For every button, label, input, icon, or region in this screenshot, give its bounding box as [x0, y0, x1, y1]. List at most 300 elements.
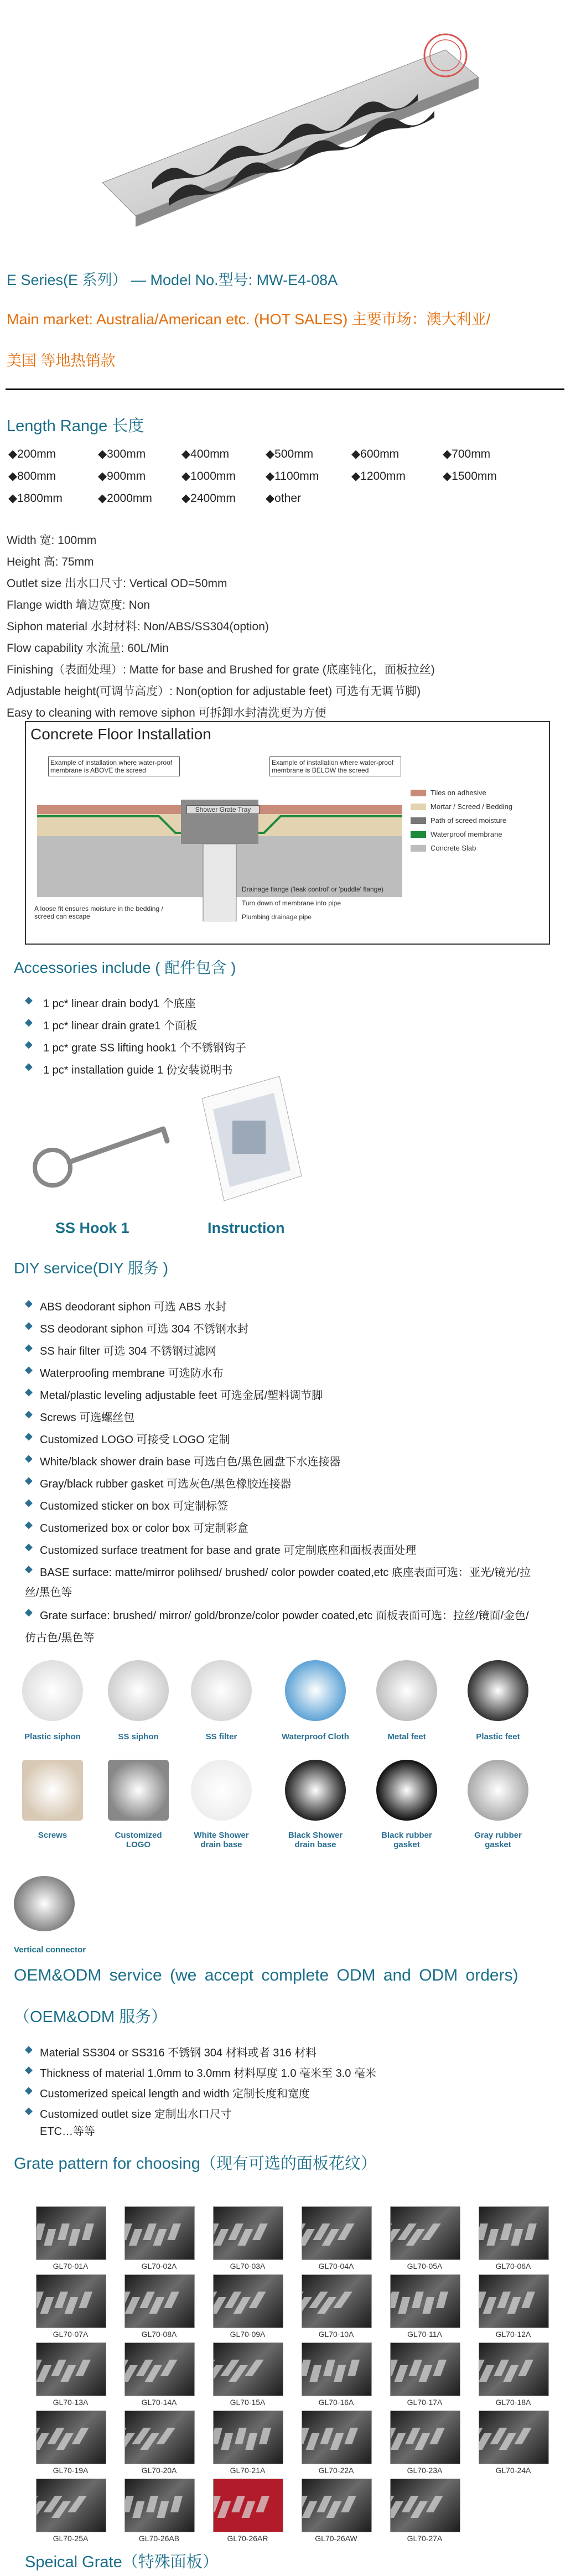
length-option: ◆800mm: [8, 470, 56, 483]
grate-pattern-image[interactable]: [302, 2411, 372, 2464]
grate-pattern-label: GL70-26AB: [138, 2534, 180, 2543]
part-image: [191, 1660, 252, 1721]
grate-slot: [497, 2292, 511, 2308]
market-line-1: Main market: Australia/American etc. (HOT SALES) 主要市场：澳大利亚/: [7, 311, 491, 328]
grate-pattern-svg: [479, 2275, 548, 2328]
grate-slot: [347, 2360, 360, 2376]
bullet-icon: ◆: [25, 1017, 33, 1028]
legend-swatch: [411, 804, 426, 810]
oem-item: Thickness of material 1.0mm to 3.0mm 材料厚度 1.0 毫米至 3.0 毫米: [40, 2067, 376, 2080]
part-image: [376, 1660, 437, 1721]
grate-slot: [337, 2223, 354, 2240]
market-line-2: 美国 等地热销款: [7, 353, 116, 369]
bullet-icon: ◆: [25, 1453, 33, 1464]
grate-title: Grate pattern for choosing（现有可选的面板花纹）: [14, 2155, 377, 2173]
grate-slot: [235, 2428, 247, 2444]
grate-slot: [75, 2360, 91, 2376]
product-image: [91, 17, 490, 249]
bullet-icon: ◆: [25, 1298, 33, 1309]
grate-slot: [419, 2365, 433, 2382]
vertical-connector-label: Vertical connector: [14, 1945, 86, 1955]
grate-pattern-image[interactable]: [390, 2206, 460, 2260]
grate-pattern-image[interactable]: [302, 2479, 372, 2532]
instruction-label: Instruction: [208, 1220, 285, 1236]
grate-slot: [405, 2428, 421, 2444]
grate-slot: [160, 2360, 177, 2376]
part-image: [108, 1760, 169, 1821]
part-label: Screws: [38, 1831, 68, 1840]
spec-line: Adjustable height(可调节高度）: Non(option for adjustable feet) 可选有无调节脚): [7, 685, 421, 698]
accessory-item: 1 pc* linear drain body1 个底座: [43, 998, 196, 1010]
grate-pattern-image[interactable]: [124, 2479, 195, 2532]
grate-slot: [494, 2360, 509, 2376]
grate-slot: [228, 2223, 243, 2240]
grate-slot: [302, 2360, 311, 2376]
grate-slot: [511, 2229, 523, 2246]
grate-slot: [514, 2428, 531, 2444]
bullet-icon: ◆: [25, 1320, 33, 1331]
grate-slot: [507, 2297, 521, 2314]
diy-item: Waterproofing membrane 可选防水布: [40, 1367, 224, 1380]
grate-slot: [259, 2428, 271, 2444]
grate-slot: [503, 2365, 518, 2382]
grate-slot: [129, 2229, 143, 2246]
diy-item: Metal/plastic leveling adjustable feet 可选金属/塑料调节脚: [40, 1390, 323, 1402]
diy-item: Screws 可选螺丝包: [40, 1412, 135, 1424]
grate-slot: [156, 2428, 175, 2444]
bullet-icon: ◆: [25, 1386, 33, 1397]
grate-slot: [153, 2229, 167, 2246]
grate-slot: [302, 2501, 317, 2518]
install-tray: Shower Grate Tray: [186, 805, 260, 814]
grate-slot: [60, 2365, 76, 2382]
grate-slot: [486, 2229, 499, 2246]
grate-slot: [391, 2501, 403, 2518]
install-note-left: Example of installation where water-proof membrane is ABOVE the screed: [48, 756, 180, 776]
grate-slot: [341, 2496, 356, 2512]
bullet-icon: ◆: [25, 1475, 33, 1486]
grate-slot: [167, 2223, 181, 2240]
part-image: [22, 1660, 83, 1721]
vertical-connector-image: [14, 1876, 75, 1931]
grate-slot: [408, 2360, 422, 2376]
bullet-icon: ◆: [25, 1408, 33, 1419]
grate-slot: [317, 2496, 332, 2512]
part-image: [285, 1760, 346, 1821]
grate-slot: [248, 2292, 266, 2308]
length-option: ◆700mm: [443, 448, 491, 460]
grate-pattern-svg: [302, 2411, 371, 2464]
grate-pattern-label: GL70-26AR: [227, 2534, 268, 2543]
accessory-item: 1 pc* linear drain grate1 个面板: [43, 1020, 197, 1032]
grate-slot: [79, 2292, 92, 2308]
accessory-item: 1 pc* installation guide 1 份安装说明书: [43, 1064, 233, 1076]
grate-slot: [71, 2428, 89, 2444]
grate-slot: [433, 2360, 447, 2376]
grate-slot: [149, 2297, 164, 2314]
install-callout: Drainage flange ('leak control' or 'puddle' flange): [242, 885, 383, 893]
grate-pattern-label: GL70-10A: [318, 2330, 354, 2339]
bullet-icon: ◆: [25, 1061, 33, 1072]
spec-line: Flow capability 水流量: 60L/Min: [7, 642, 169, 655]
legend-item: [411, 830, 543, 838]
grate-pattern-svg: [37, 2411, 106, 2464]
grate-pattern-image[interactable]: [124, 2206, 195, 2260]
grate-pattern-image[interactable]: [302, 2206, 372, 2260]
grate-pattern-image[interactable]: [213, 2342, 283, 2396]
grate-pattern-image[interactable]: [479, 2411, 549, 2464]
grate-slot: [479, 2292, 486, 2308]
length-option: ◆1500mm: [443, 470, 497, 483]
grate-pattern-image[interactable]: [36, 2342, 106, 2396]
grate-pattern-image[interactable]: [36, 2479, 106, 2532]
grate-slot: [37, 2433, 49, 2450]
grate-pattern-image[interactable]: [213, 2206, 283, 2260]
hook-image: [22, 1107, 177, 1206]
legend-swatch: [411, 831, 426, 838]
base-surface-line-2: 丝/黑色等: [25, 1587, 72, 1599]
grate-slot: [132, 2501, 144, 2518]
grate-slot: [414, 2433, 430, 2450]
grate-pattern-svg: [37, 2479, 106, 2532]
bullet-icon: ◆: [25, 1519, 33, 1530]
oem-item: Customized outlet size 定制出水口尺寸: [40, 2108, 232, 2121]
grate-pattern-image[interactable]: [124, 2274, 195, 2328]
grate-pattern-image[interactable]: [390, 2479, 460, 2532]
grate-pattern-svg: [302, 2275, 371, 2328]
grate-slot: [231, 2496, 245, 2512]
grate-pattern-image[interactable]: [36, 2411, 106, 2464]
length-option: ◆500mm: [266, 448, 314, 460]
grate-pattern-image[interactable]: [479, 2274, 549, 2328]
diy-title: DIY service(DIY 服务 ): [14, 1260, 169, 1277]
grate-slot: [320, 2428, 334, 2444]
grate-slot: [426, 2496, 443, 2512]
grate-pattern-label: GL70-13A: [53, 2398, 89, 2407]
bullet-icon: ◆: [25, 2044, 33, 2055]
grate-pattern-label: GL70-17A: [407, 2398, 443, 2407]
part-image: [22, 1760, 83, 1821]
grate-slot: [479, 2365, 494, 2382]
oem-etc: ETC…等等: [40, 2126, 95, 2138]
grate-slot: [302, 2229, 315, 2246]
grate-slot: [40, 2297, 54, 2314]
grate-slot: [157, 2501, 169, 2518]
install-note-right: Example of installation where water-proof membrane is BELOW the screed: [269, 756, 401, 776]
grate-pattern-svg: [302, 2207, 371, 2259]
grate-slot: [237, 2229, 253, 2246]
diy-item: Customerized box or color box 可定制彩盒: [40, 1522, 248, 1535]
length-option: ◆300mm: [98, 448, 146, 460]
grate-pattern-label: GL70-22A: [318, 2466, 354, 2475]
bullet-icon: ◆: [25, 2105, 33, 2116]
grate-slot: [214, 2229, 229, 2246]
bullet-icon: ◆: [25, 1563, 33, 1574]
grate-slot: [398, 2297, 410, 2314]
length-option: ◆400mm: [181, 448, 230, 460]
grate-slot: [44, 2229, 56, 2246]
diy-item: SS hair filter 可选 304 不锈钢过滤网: [40, 1345, 216, 1357]
bullet-icon: ◆: [25, 1039, 33, 1050]
grate-pattern-label: GL70-26AW: [315, 2534, 357, 2543]
grate-slot: [309, 2365, 321, 2382]
grate-pattern-image[interactable]: [213, 2274, 283, 2328]
grate-slot: [333, 2292, 352, 2308]
part-image: [468, 1660, 528, 1721]
grate-slot: [37, 2292, 44, 2308]
grate-pattern-label: GL70-06A: [495, 2262, 531, 2271]
length-option: ◆2400mm: [181, 492, 236, 505]
grate-slot: [214, 2365, 224, 2382]
grate-pattern-image[interactable]: [302, 2342, 372, 2396]
legend-label: Tiles on adhesive: [430, 789, 486, 797]
grate-pattern-svg: [391, 2275, 460, 2328]
grate-pattern-svg: [479, 2207, 548, 2259]
grate-slot: [436, 2292, 448, 2308]
grate-pattern-image[interactable]: [479, 2206, 549, 2260]
legend-label: Path of screed moisture: [430, 816, 507, 825]
diy-item: Customized surface treatment for base and grate 可定制底座和面板表面处理: [40, 1544, 417, 1557]
grate-pattern-svg: [214, 2411, 283, 2464]
install-callout: Turn down of membrane into pipe: [242, 899, 341, 907]
grate-pattern-label: GL70-14A: [141, 2398, 177, 2407]
grate-pattern-svg: [302, 2343, 371, 2396]
length-option: ◆1800mm: [8, 492, 63, 505]
grate-pattern-label: GL70-02A: [141, 2262, 177, 2271]
accessory-item: 1 pc* grate SS lifting hook1 个不锈钢钩子: [43, 1042, 246, 1054]
grate-slot: [412, 2292, 424, 2308]
part-label: Black rubber gasket: [381, 1831, 432, 1849]
grate-pattern-svg: [214, 2343, 283, 2396]
grate-slot: [242, 2501, 256, 2518]
bullet-icon: ◆: [25, 1342, 33, 1353]
grate-slot: [217, 2501, 231, 2518]
grate-slot: [391, 2433, 406, 2450]
series-model-line: E Series(E 系列） — Model No.型号: MW-E4-08A: [7, 272, 338, 288]
diy-item: SS deodorant siphon 可选 304 不锈钢水封: [40, 1323, 248, 1335]
grate-slot: [429, 2428, 445, 2444]
grate-pattern-label: GL70-25A: [53, 2534, 89, 2543]
bullet-icon: ◆: [25, 994, 33, 1005]
accessories-title: Accessories include ( 配件包含 ): [14, 959, 236, 976]
part-image: [285, 1660, 346, 1721]
grate-slot: [245, 2433, 257, 2450]
spec-line: Width 宽: 100mm: [7, 534, 97, 547]
grate-slot: [65, 2297, 79, 2314]
part-label: Plastic feet: [476, 1732, 520, 1741]
grate-pattern-label: GL70-01A: [53, 2262, 89, 2271]
grate-pattern-image[interactable]: [36, 2274, 106, 2328]
grate-pattern-svg: [125, 2207, 194, 2259]
grate-slot: [37, 2501, 46, 2518]
grate-pattern-label: GL70-23A: [407, 2466, 443, 2475]
grate-pattern-label: GL70-07A: [53, 2330, 89, 2339]
grate-pattern-label: GL70-03A: [230, 2262, 266, 2271]
legend-swatch: [411, 790, 426, 796]
grate-slot: [125, 2223, 132, 2240]
grate-pattern-image[interactable]: [36, 2206, 106, 2260]
length-option: ◆1100mm: [266, 470, 319, 483]
grate-pattern-label: GL70-19A: [53, 2466, 89, 2475]
legend-swatch: [411, 817, 426, 824]
grate-slot: [164, 2292, 179, 2308]
grate-pattern-image[interactable]: [390, 2411, 460, 2464]
grate-pattern-image[interactable]: [390, 2274, 460, 2328]
grate-slot: [391, 2292, 400, 2308]
length-option: ◆200mm: [8, 448, 56, 460]
legend-item: [411, 844, 543, 852]
grate-pattern-image[interactable]: [479, 2342, 549, 2396]
diy-item: Customized LOGO 可接受 LOGO 定制: [40, 1434, 230, 1446]
bullet-icon: ◆: [25, 1430, 33, 1442]
grate-slot: [146, 2496, 158, 2512]
grate-slot: [139, 2292, 155, 2308]
install-callout: A loose fit ensures moisture in the bedding / screed can escape: [34, 905, 163, 920]
grate-pattern-image[interactable]: [124, 2342, 195, 2396]
grate-slot: [170, 2496, 183, 2512]
grate-pattern-svg: [37, 2343, 106, 2396]
part-label: Plastic siphon: [24, 1732, 81, 1741]
bullet-icon: ◆: [25, 2085, 33, 2096]
grate-slot: [521, 2292, 535, 2308]
length-option: ◆other: [266, 492, 302, 505]
grate-pattern-label: GL70-05A: [407, 2262, 443, 2271]
grate-slot: [82, 2223, 94, 2240]
oem-line-2: （OEM&ODM 服务）: [14, 2008, 168, 2026]
oem-line-1: OEM&ODM service (we accept complete ODM and ODM orders): [14, 1966, 518, 1984]
grate-slot: [214, 2297, 226, 2314]
instruction-image: [191, 1076, 307, 1204]
grate-slot: [37, 2223, 45, 2240]
grate-pattern-svg: [125, 2411, 194, 2464]
oem-item: Customerized speical length and width 定制长度和宽度: [40, 2088, 310, 2100]
part-label: Customized LOGO: [115, 1831, 162, 1849]
grate-slot: [302, 2297, 312, 2314]
grate-pattern-svg: [37, 2207, 106, 2259]
grate-slot: [391, 2229, 401, 2246]
grate-slot: [125, 2496, 134, 2512]
grate-slot: [125, 2365, 138, 2382]
grate-pattern-image[interactable]: [302, 2274, 372, 2328]
grate-slot: [221, 2433, 233, 2450]
grate-pattern-svg: [214, 2275, 283, 2328]
grate-slot: [245, 2360, 264, 2376]
install-callout: Plumbing drainage pipe: [242, 913, 312, 921]
grate-slot: [68, 2229, 80, 2246]
part-label: White Shower drain base: [194, 1831, 249, 1849]
grate-slot: [125, 2433, 135, 2450]
part-image: [376, 1760, 437, 1821]
part-image: [468, 1760, 528, 1821]
grate-slot: [483, 2297, 497, 2314]
grate-slot: [302, 2428, 309, 2444]
bullet-icon: ◆: [25, 1497, 33, 1508]
grate-pattern-label: GL70-27A: [407, 2534, 443, 2543]
grate-pattern-svg: [125, 2343, 194, 2396]
grate-pattern-svg: [391, 2343, 460, 2396]
grate-slot: [479, 2223, 488, 2240]
grate-slot: [256, 2496, 269, 2512]
spec-line: Height 高: 75mm: [7, 556, 94, 568]
part-label: Waterproof Cloth: [282, 1732, 349, 1741]
grate-pattern-label: GL70-11A: [407, 2330, 442, 2339]
spec-line: Outlet size 出水口尺寸: Vertical OD=50mm: [7, 577, 227, 590]
grate-pattern-label: GL70-20A: [141, 2466, 177, 2475]
grate-slot: [525, 2223, 537, 2240]
spec-line: Flange width 墙边宽度: Non: [7, 599, 151, 611]
part-image: [108, 1660, 169, 1721]
grate-slot: [51, 2360, 66, 2376]
base-surface-line-1: BASE surface: matte/mirror polihsed/ brushed/ color powder coated,etc 底座表面可选：亚光/镜光/拉: [40, 1567, 531, 1579]
grate-pattern-label: GL70-21A: [230, 2466, 266, 2475]
legend-label: Waterproof membrane: [430, 830, 502, 838]
grate-slot: [37, 2365, 51, 2382]
grate-pattern-image[interactable]: [124, 2411, 195, 2464]
grate-slot: [252, 2223, 268, 2240]
legend-item: [411, 789, 543, 797]
legend-item: [411, 816, 543, 825]
grate-slot: [391, 2360, 398, 2376]
spec-line: Siphon material 水封材料: Non/ABS/SS304(option): [7, 620, 269, 633]
grate-pattern-label: GL70-15A: [230, 2398, 266, 2407]
grate-slot: [330, 2433, 344, 2450]
length-option: ◆1000mm: [181, 470, 236, 483]
grate-slot: [214, 2428, 222, 2444]
legend-swatch: [411, 845, 426, 852]
grate-pattern-label: GL70-24A: [495, 2466, 531, 2475]
hook-label: SS Hook 1: [55, 1220, 129, 1236]
length-option: ◆900mm: [98, 470, 146, 483]
grate-slot: [395, 2365, 408, 2382]
grate-pattern-image[interactable]: [213, 2411, 283, 2464]
grate-pattern-svg: [391, 2411, 460, 2464]
grate-slot: [68, 2496, 87, 2512]
grate-pattern-svg: [391, 2207, 460, 2259]
part-label: Metal feet: [387, 1732, 426, 1741]
legend-item: [411, 802, 543, 811]
part-label: SS siphon: [118, 1732, 159, 1741]
grate-pattern-image[interactable]: [213, 2479, 283, 2532]
grate-pattern-label: GL70-16A: [318, 2398, 354, 2407]
bullet-icon: ◆: [25, 1606, 33, 1618]
grate-pattern-image[interactable]: [390, 2342, 460, 2396]
length-option: ◆2000mm: [98, 492, 152, 505]
install-legend: [411, 789, 543, 858]
diy-item: Customized sticker on box 可定制标签: [40, 1500, 229, 1512]
grate-slot: [500, 2223, 512, 2240]
bullet-icon: ◆: [25, 1364, 33, 1375]
part-image: [191, 1760, 252, 1821]
oem-item: Material SS304 or SS316 不锈钢 304 材料或者 316 材料: [40, 2047, 317, 2059]
grate-slot: [518, 2360, 533, 2376]
grate-slot: [306, 2433, 320, 2450]
grate-pattern-svg: [214, 2479, 283, 2532]
grate-pattern-svg: [479, 2343, 548, 2396]
grate-pattern-label: GL70-12A: [495, 2330, 531, 2339]
grate-pattern-label: GL70-08A: [141, 2330, 177, 2339]
grate-pattern-label: GL70-09A: [230, 2330, 266, 2339]
bullet-icon: ◆: [25, 1541, 33, 1552]
grate-pattern-svg: [214, 2207, 283, 2259]
grate-slot: [58, 2223, 70, 2240]
length-option: ◆600mm: [351, 448, 400, 460]
part-label: Gray rubber gasket: [474, 1831, 522, 1849]
grate-slot: [54, 2292, 68, 2308]
grate-slot: [323, 2360, 335, 2376]
grate-surface-line-1: Grate surface: brushed/ mirror/ gold/bronze/color powder coated,etc 面板表面可选：拉丝/镜面/金色/: [40, 1610, 529, 1622]
spec-line: Finishing（表面处理）: Matte for base and Brushed for grate (底座钝化，面板拉丝): [7, 664, 435, 676]
length-option: ◆1200mm: [351, 470, 406, 483]
